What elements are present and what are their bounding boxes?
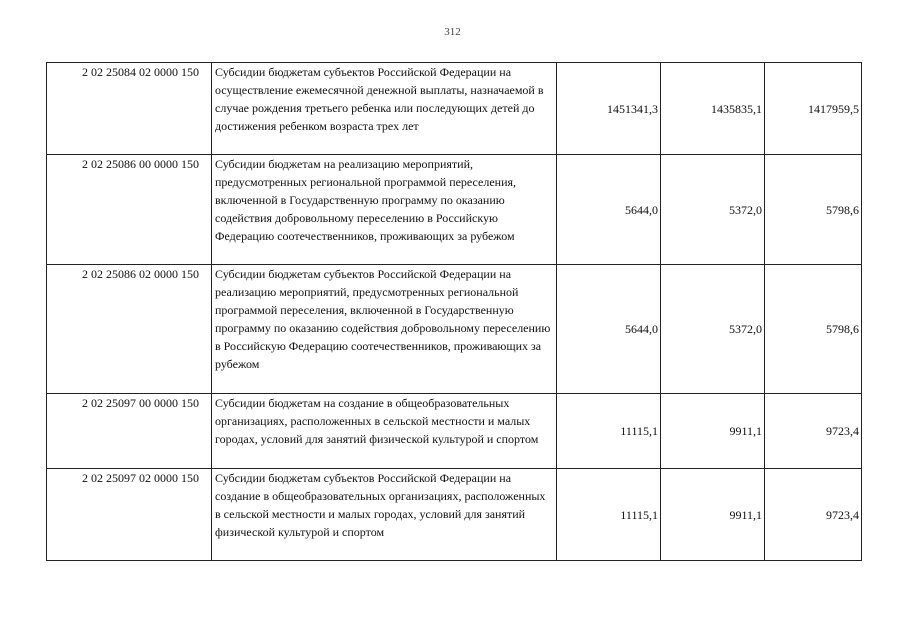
row-value-2: 9911,1 xyxy=(661,394,765,469)
row-description: Субсидии бюджетам субъектов Российской Федерации на осуществление ежемесячной денежной выплаты, назначаемой в случае рождения третьего ребенка или последующих детей до достижения ребенком возраста трех лет xyxy=(212,63,557,155)
row-description: Субсидии бюджетам на реализацию мероприятий, предусмотренных региональной программой переселения, включенной в Государственную программу по оказанию содействия добровольному переселению в Российскую Федерацию соотечественников, проживающих за рубежом xyxy=(212,155,557,265)
budget-table xyxy=(46,62,862,561)
table-row xyxy=(47,469,862,561)
row-value-2: 5372,0 xyxy=(661,155,765,265)
page-number: 312 xyxy=(444,26,461,38)
row-value-3: 5798,6 xyxy=(765,265,862,394)
row-code: 2 02 25084 02 0000 150 xyxy=(47,63,212,155)
row-code: 2 02 25086 00 0000 150 xyxy=(47,155,212,265)
row-value-3: 9723,4 xyxy=(765,394,862,469)
row-description: Субсидии бюджетам на создание в общеобразовательных организациях, расположенных в сельской местности и малых городах, условий для занятий физической культурой и спортом xyxy=(212,394,557,469)
table-row xyxy=(47,394,862,469)
row-value-1: 11115,1 xyxy=(557,394,661,469)
row-description: Субсидии бюджетам субъектов Российской Федерации на создание в общеобразовательных организациях, расположенных в сельской местности и малых городах, условий для занятий физической культурой и спортом xyxy=(212,469,557,561)
row-value-3: 9723,4 xyxy=(765,469,862,561)
row-value-1: 5644,0 xyxy=(557,155,661,265)
row-value-2: 1435835,1 xyxy=(661,63,765,155)
table-row xyxy=(47,265,862,394)
row-value-3: 1417959,5 xyxy=(765,63,862,155)
row-value-2: 5372,0 xyxy=(661,265,765,394)
row-description: Субсидии бюджетам субъектов Российской Федерации на реализацию мероприятий, предусмотренных региональной программой переселения, включенной в Государственную программу по оказанию содействия добровольному переселению в Российскую Федерацию соотечественников, проживающих за рубежом xyxy=(212,265,557,394)
row-value-1: 11115,1 xyxy=(557,469,661,561)
row-code: 2 02 25086 02 0000 150 xyxy=(47,265,212,394)
row-code: 2 02 25097 00 0000 150 xyxy=(47,394,212,469)
row-code: 2 02 25097 02 0000 150 xyxy=(47,469,212,561)
row-value-1: 5644,0 xyxy=(557,265,661,394)
row-value-3: 5798,6 xyxy=(765,155,862,265)
table-row xyxy=(47,63,862,155)
row-value-2: 9911,1 xyxy=(661,469,765,561)
table-row xyxy=(47,155,862,265)
row-value-1: 1451341,3 xyxy=(557,63,661,155)
